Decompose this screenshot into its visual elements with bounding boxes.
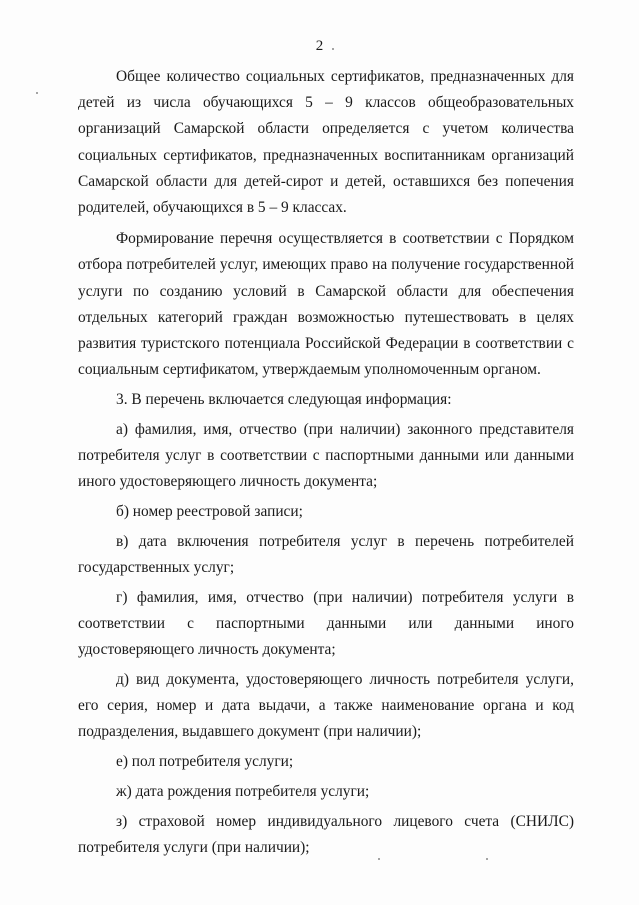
list-item-zh: ж) дата рождения потребителя услуги; <box>116 783 370 801</box>
list-item-e: е) пол потребителя услуги; <box>116 753 294 771</box>
list-item-z: з) страховой номер индивидуального лицевого счета (СНИЛС) потребителя услуги (при наличии); <box>78 812 574 857</box>
scan-speck <box>332 48 334 50</box>
document-body <box>78 64 574 861</box>
paragraph-list-formation: Формирование перечня осуществляется в соответствии с Порядком отбора потребителей услуг, имеющих право на получение государственной услуги по созданию условий в Самарской области для обеспечения отдельных категорий граждан возможностью путешествовать в целях развития туристского потенциала Российской Федерации в соответствии с социальным сертификатом, утверждаемым уполномоченным органом. <box>78 230 574 379</box>
list-item-a: а) фамилия, имя, отчество (при наличии) законного представителя потребителя услуг в соответствии с паспортными данными или данными иного удостоверяющего личность документа; <box>78 420 574 491</box>
paragraph-certificates-count: Общее количество социальных сертификатов, предназначенных для детей из числа обучающихся 5 – 9 классов общеобразовательных организаций Самарской области определяется с учетом количества социальных сертификатов, предназначенных воспитанникам организаций Самарской области для детей-сирот и детей, оставшихся без попечения родителей, обучающихся в 5 – 9 классах. <box>78 68 574 217</box>
list-item-d: д) вид документа, удостоверяющего личность потребителя услуги, его серия, номер и дата выдачи, а также наименование органа и код подразделения, выдавшего документ (при наличии); <box>78 671 574 741</box>
list-item-b: б) номер реестровой записи; <box>116 503 303 521</box>
page-number: 2 <box>315 38 324 54</box>
scan-speck <box>36 92 38 94</box>
scan-speck <box>486 858 488 860</box>
list-item-g: г) фамилия, имя, отчество (при наличии) потребителя услуги в соответствии с паспортными данными или данными иного удостоверяющего личность документа; <box>78 588 574 659</box>
paragraph-section-3-heading: 3. В перечень включается следующая информация: <box>116 391 452 409</box>
list-item-v: в) дата включения потребителя услуг в перечень потребителей государственных услуг; <box>78 532 574 577</box>
scan-speck <box>378 858 380 860</box>
